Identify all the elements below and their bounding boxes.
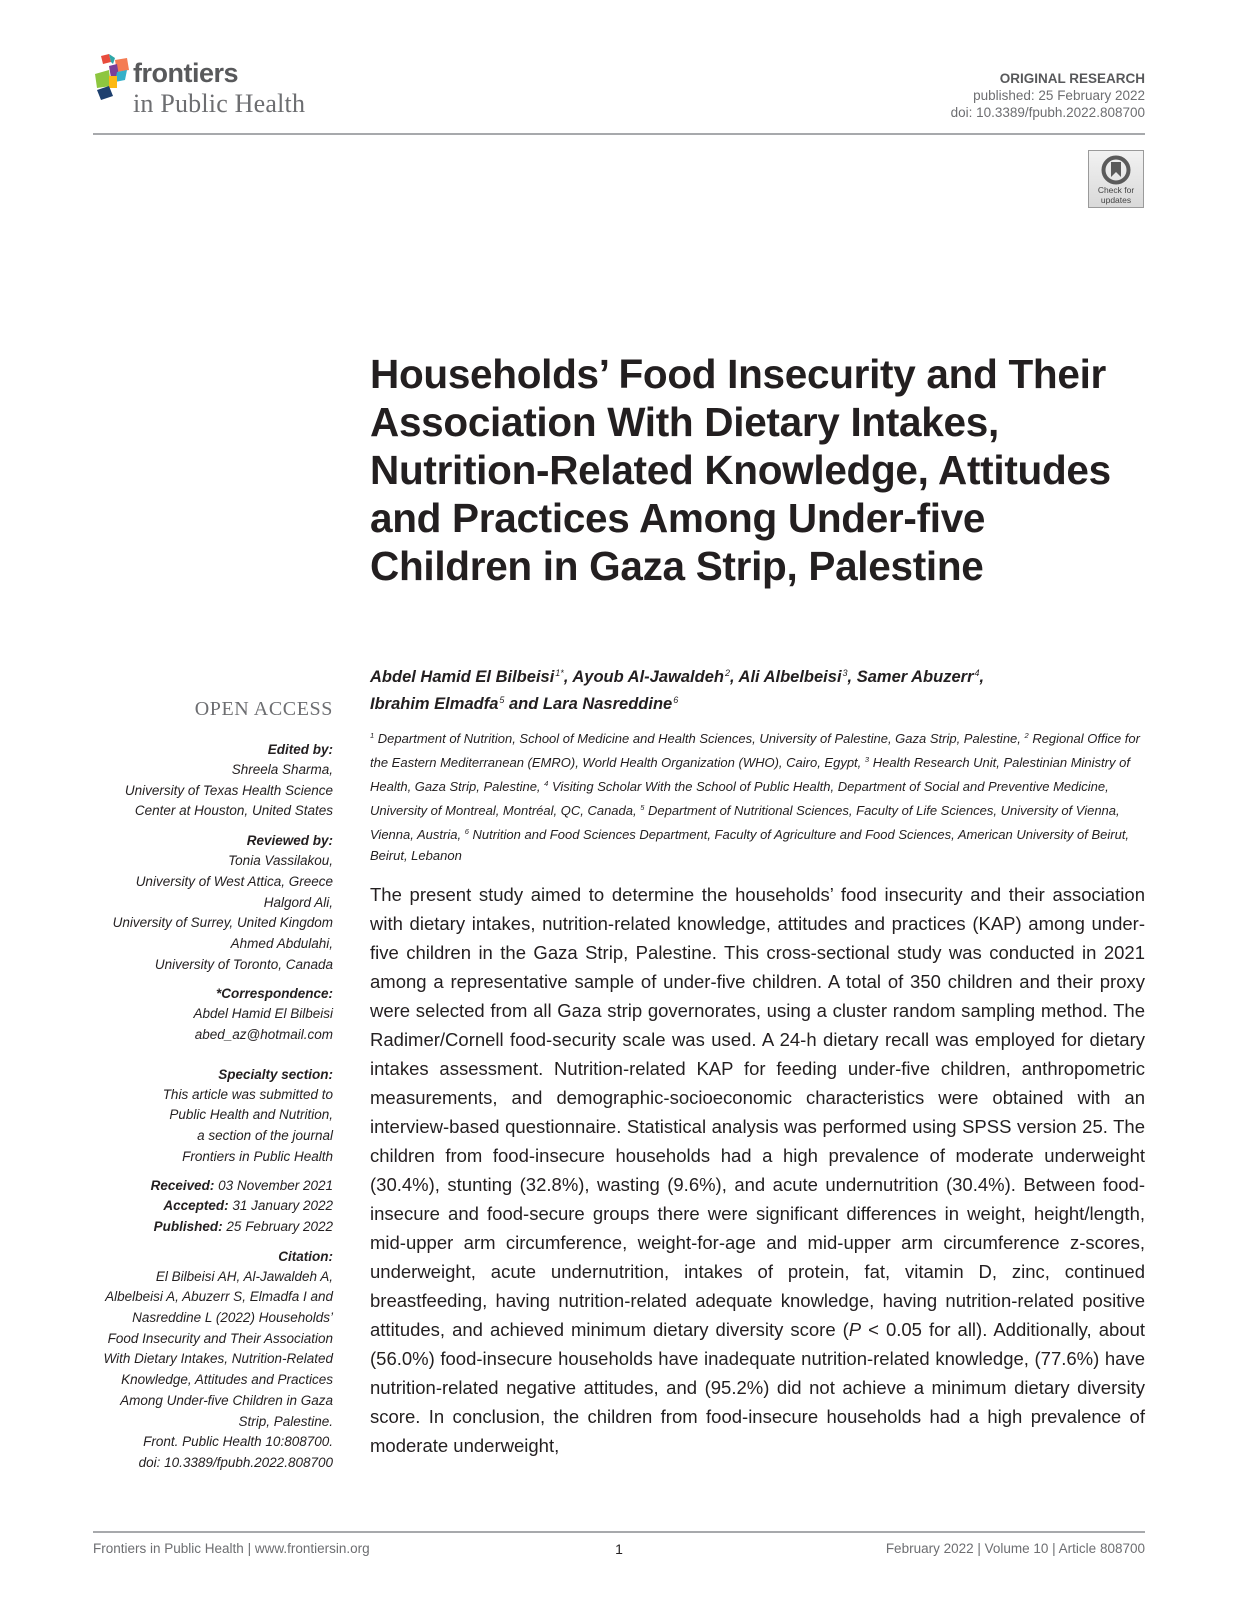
footer-divider: [93, 1531, 1145, 1533]
edited-by: Edited by: Shreela Sharma, University of Texas Health Science Center at Houston, United States: [93, 739, 333, 822]
author[interactable]: Ibrahim Elmadfa$^5$: [370, 695, 505, 713]
article-sidebar: [93, 697, 333, 1482]
affiliation: Regional Office for the Eastern Mediterranean (EMRO), World Health Organization (WHO), Cairo, Egypt,: [370, 731, 1140, 770]
author[interactable]: Abdel Hamid El Bilbeisi$^{1*}$: [370, 668, 564, 686]
reviewed-by: Reviewed by: Tonia Vassilakou, University of West Attica, Greece Halgord Ali, University of Surrey, United Kingdom Ahmed Abdulahi, University of Toronto, Canada: [93, 830, 333, 975]
affiliation: Visiting Scholar With the School of Public Health, Department of Social and Preventive Medicine, University of Montreal, Montréal, QC, Canada,: [370, 779, 1109, 818]
author[interactable]: Ali Albelbeisi$^3$: [738, 668, 848, 686]
editor-name[interactable]: Shreela Sharma,: [231, 762, 333, 777]
author-list: Abdel Hamid El Bilbeisi$^{1*}$, Ayoub Al-Jawaldeh$^2$, Ali Albelbeisi$^3$, Samer Abuzerr$^4$, Ibrahim Elmadfa$^5$ and Lara Nasreddine$^6$: [370, 668, 985, 713]
footer-journal-link[interactable]: Frontiers in Public Health | www.frontiersin.org: [93, 1541, 370, 1556]
published-date-sidebar: Published: 25 February 2022: [153, 1218, 333, 1234]
received-date: Received: 03 November 2021: [150, 1177, 333, 1193]
author[interactable]: Lara Nasreddine$^6$: [542, 695, 679, 713]
author[interactable]: Samer Abuzerr$^4$: [856, 668, 980, 686]
citation-doi[interactable]: doi: 10.3389/fpubh.2022.808700: [138, 1454, 333, 1470]
open-access-label: OPEN ACCESS: [194, 698, 333, 720]
author[interactable]: Ayoub Al-Jawaldeh$^2$: [572, 668, 730, 686]
badge-line-2: updates: [1100, 195, 1132, 205]
journal-name: in Public Health: [133, 89, 306, 118]
page-number: 1: [615, 1541, 623, 1557]
article-title: Households’ Food Insecurity and Their Association With Dietary Intakes, Nutrition-Related Knowledge, Attitudes and Practices Among Under-five Children in Gaza Strip, Palestine: [370, 351, 1111, 589]
article-meta: [951, 70, 1145, 121]
correspondence: *Correspondence: Abdel Hamid El Bilbeisi abed_az@hotmail.com: [93, 983, 333, 1045]
citation: Citation: El Bilbeisi AH, Al-Jawaldeh A, Albelbeisi A, Abuzerr S, Elmadfa I and Nasreddine L (2022) Households’ Food Insecurity and Their Association With Dietary Intakes, Nutrition-Related Knowledge, Attitudes and Practices Among Under-five Children in Gaza Strip, Palestine. Front. Public Health 10:808700. doi: 10.3389/fpubh.2022.808700: [93, 1246, 333, 1474]
journal-logo[interactable]: [93, 52, 353, 122]
affiliations: $^1$ Department of Nutrition, School of Medicine and Health Sciences, University of Palestine, Gaza Strip, Palestine, $^2$ Regional Office for the Eastern Mediterranean (EMRO), World Health Organization (WHO), Cairo, Egypt, $^3$ Health Research Unit, Palestinian Ministry of Health, Gaza Strip, Palestine, $^4$ Visiting Scholar With the School of Public Health, Department of Social and Preventive Medicine, University of Montreal, Montréal, QC, Canada, $^5$ Department of Nutritional Sciences, Faculty of Life Sciences, University of Vienna, Vienna, Austria, $^6$ Nutrition and Food Sciences Department, Faculty of Agriculture and Food Sciences, American University of Beirut, Beirut, Lebanon: [370, 731, 1140, 863]
logo-wordmark: frontiers: [133, 58, 239, 88]
affiliation: Health Research Unit, Palestinian Ministry of Health, Gaza Strip, Palestine,: [370, 755, 1130, 794]
abstract: The present study aimed to determine the households’ food insecurity and their association with dietary intakes, nutrition-related knowledge, attitudes and practices (KAP) among under-five children in the Gaza Strip, Palestine. This cross-sectional study was conducted in 2021 among a representative sample of under-five children. A total of 350 children and their proxy were selected from all Gaza strip governorates, using a cluster random sampling method. The Radimer/Cornell food-security scale was used. A 24-h dietary recall was employed for dietary intakes assessment. Nutrition-related KAP for feeding under-five children, anthropometric measurements, and demographic-socioeconomic characteristics were obtained with an interview-based questionnaire. Statistical analysis was performed using SPSS version 25. The children from food-insecure households had a high prevalence of moderate underweight (30.4%), stunting (32.8%), wasting (9.6%), and acute undernutrition (30.4%). Between food-insecure and food-secure groups there were significant differences in weight, height/length, mid-upper arm circumference, weight-for-age and mid-upper arm circumference z-scores, underweight, acute undernutrition, intakes of protein, fat, vitamin D, zinc, continued breastfeeding, having nutrition-related adequate knowledge, having nutrition-related positive attitudes, and achieved minimum dietary diversity score (P < 0.05 for all). Additionally, about (56.0%) food-insecure households have inadequate nutrition-related knowledge, (77.6%) have nutrition-related negative attitudes, and (95.2%) did not achieve a minimum dietary diversity score. In conclusion, the children from food-insecure households had a high prevalence of moderate underweight,: [370, 884, 1145, 1456]
affiliation: Department of Nutrition, School of Medicine and Health Sciences, University of Palestine, Gaza Strip, Palestine,: [377, 731, 1021, 746]
published-date: published: 25 February 2022: [973, 88, 1145, 103]
reviewer-name[interactable]: Ahmed Abdulahi,: [230, 935, 333, 951]
reviewer-name[interactable]: Halgord Ali,: [263, 894, 333, 910]
footer-issue-info: February 2022 | Volume 10 | Article 808700: [885, 1541, 1145, 1556]
correspondence-email[interactable]: abed_az@hotmail.com: [194, 1027, 333, 1043]
affiliation: Department of Nutritional Sciences, Faculty of Life Sciences, University of Vienna, Vienna, Austria,: [370, 803, 1120, 842]
article-type: ORIGINAL RESEARCH: [999, 71, 1145, 86]
affiliation: Nutrition and Food Sciences Department, Faculty of Agriculture and Food Sciences, American University of Beirut, Beirut, Lebanon: [370, 827, 1130, 863]
reviewer-name[interactable]: Tonia Vassilakou,: [228, 853, 333, 869]
specialty-section: Specialty section: This article was submitted to Public Health and Nutrition, a section of the journal Frontiers in Public Health: [162, 1066, 333, 1164]
accepted-date: Accepted: 31 January 2022: [163, 1198, 333, 1214]
badge-line-1: Check for: [1097, 185, 1135, 195]
article-dates: [93, 1176, 333, 1238]
frontiers-logo-icon: [93, 54, 133, 100]
article-doi[interactable]: doi: 10.3389/fpubh.2022.808700: [950, 105, 1145, 120]
check-for-updates-button[interactable]: [1088, 150, 1144, 208]
header-divider: [93, 133, 1145, 135]
crossmark-icon: [1101, 155, 1131, 185]
